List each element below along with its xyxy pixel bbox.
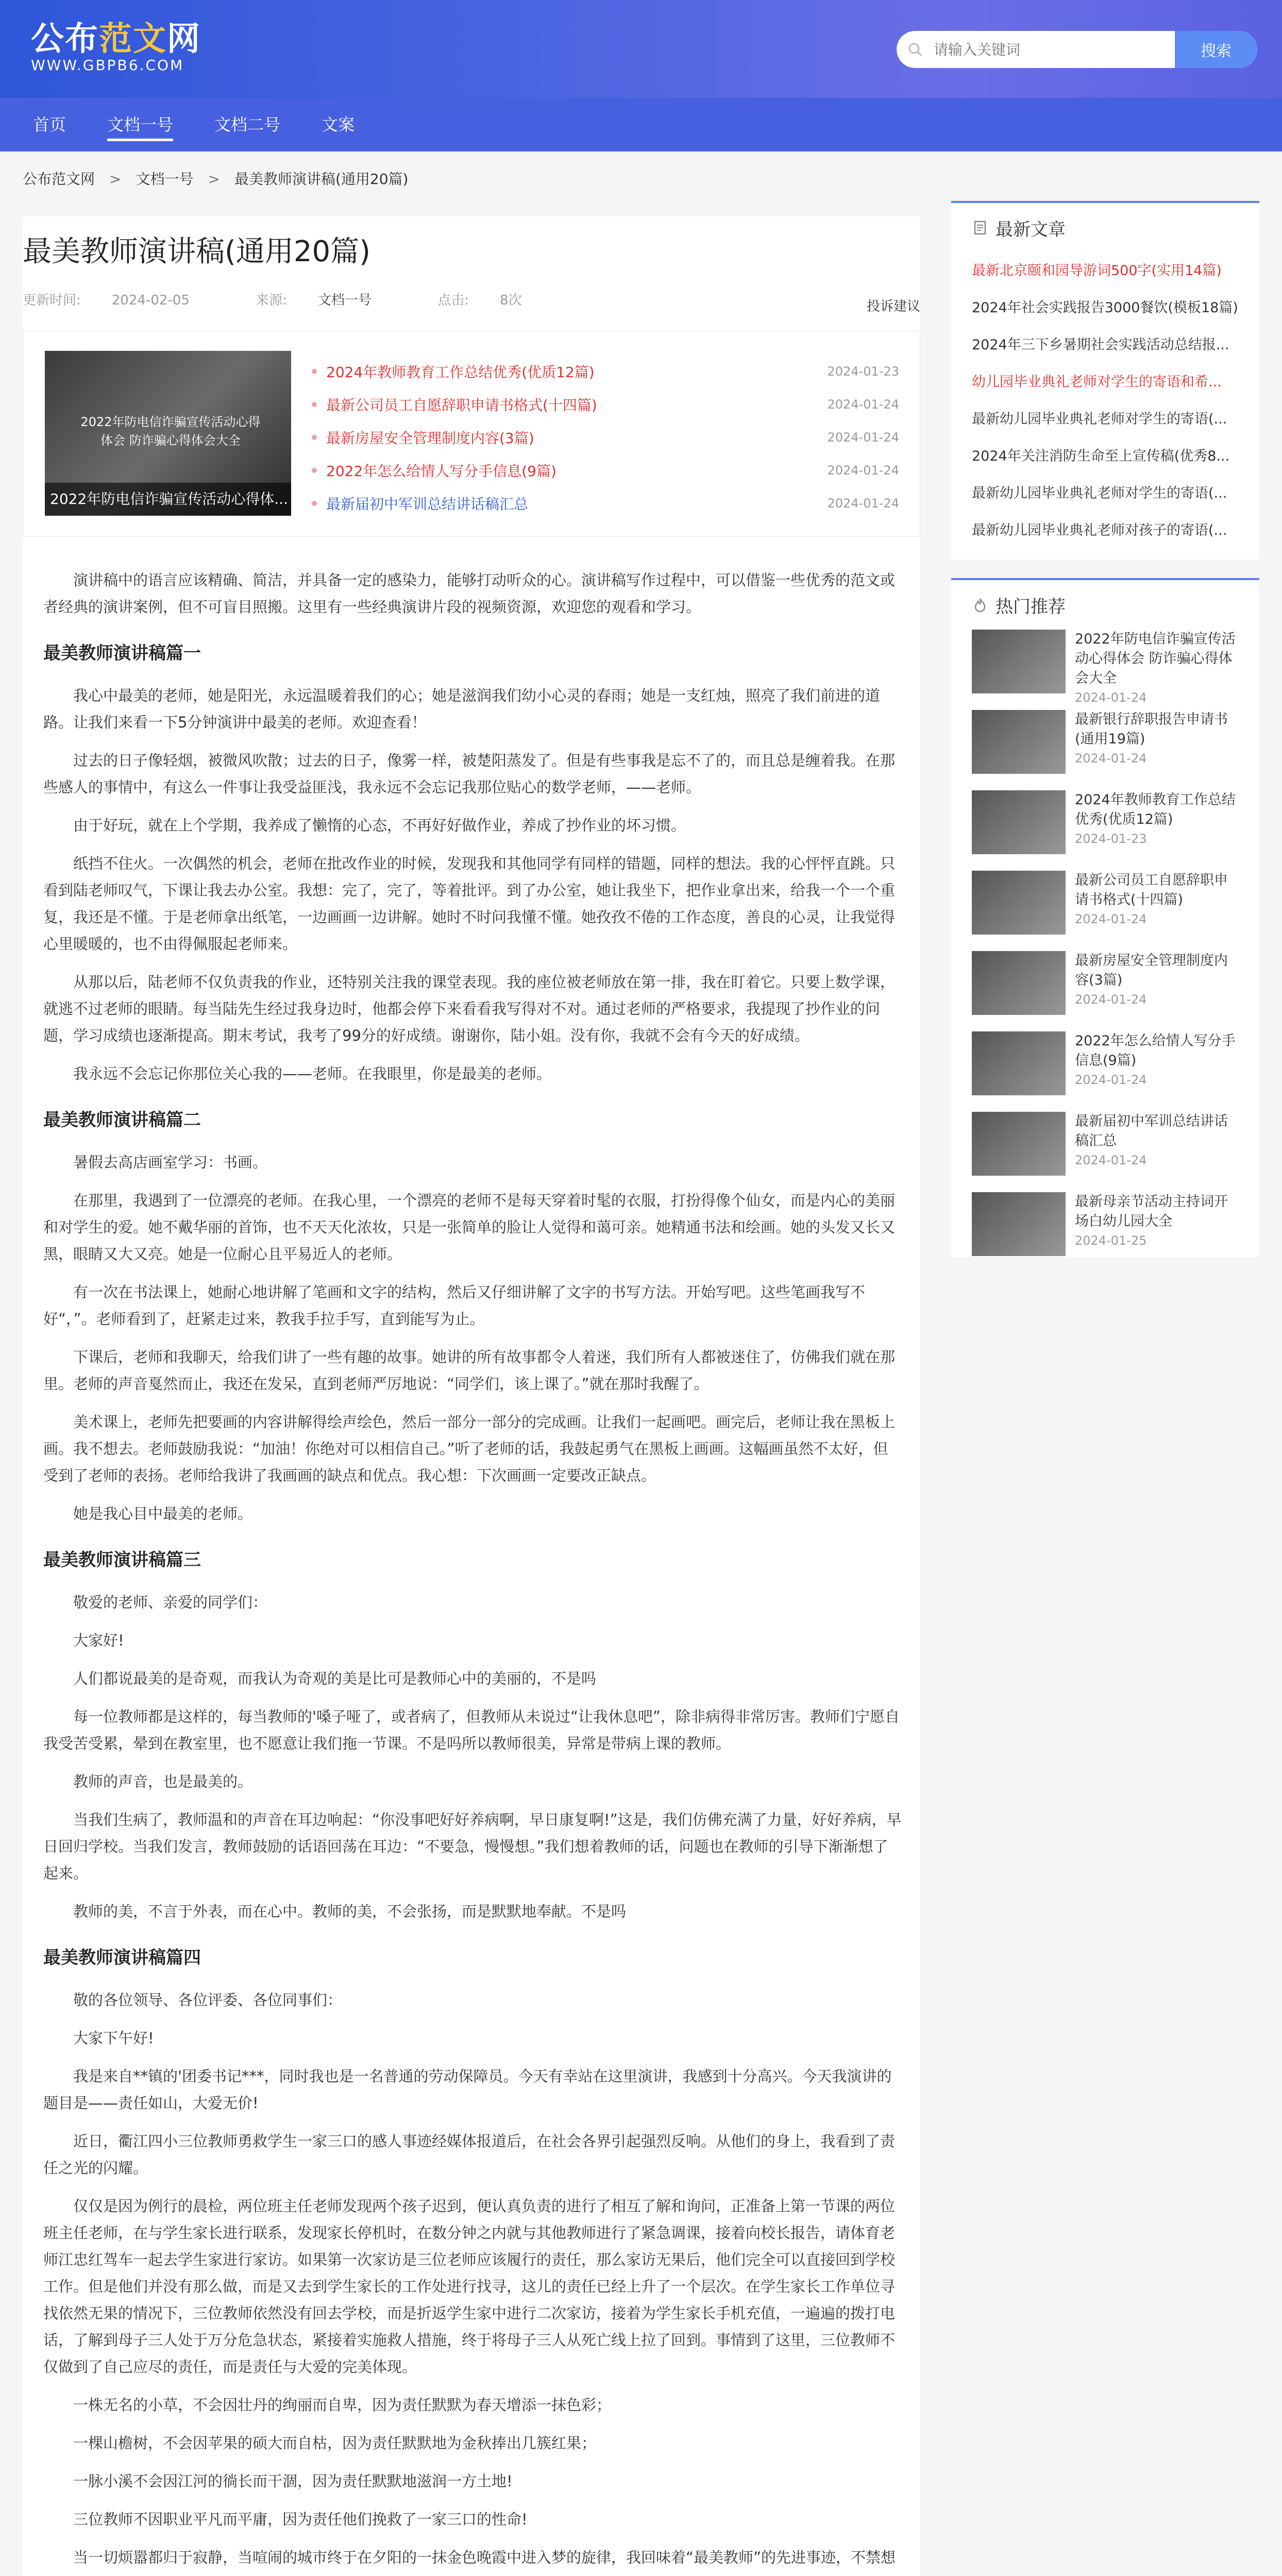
main-nav xyxy=(0,98,1282,151)
paragraph: 美术课上，老师先把要画的内容讲解得绘声绘色，然后一部分一部分的完成画。让我们一起画吧。画完后，老师让我在黑板上画。我不想去。老师鼓励我说：“加油！你绝对可以相信自己。”听了老师的话，我鼓起勇气在黑板上画画。这幅画虽然不太好，但受到了老师的表扬。老师给我讲了我画画的缺点和优点。我心想：下次画画一定要改正缺点。 xyxy=(43,1413,896,1484)
related-item-title[interactable]: 最新房屋安全管理制度内容(3篇) xyxy=(326,430,534,447)
hot-item-date: 2024-01-24 xyxy=(1075,912,1147,926)
paragraph: 当一切烦嚣都归于寂静，当喧闹的城市终于在夕阳的一抹金色晚霞中进入梦的旋律，我回味着“最美教师”的先进事迹，不禁想 xyxy=(73,2549,896,2566)
hot-thumbnail[interactable] xyxy=(972,951,1066,1015)
hot-item-title[interactable]: 2022年防电信诈骗宣传活动心得体会 防诈骗心得体会大全 xyxy=(1075,631,1236,686)
paragraph: 一脉小溪不会因江河的徜长而干涸，因为责任默默地滋润一方土地! xyxy=(73,2472,513,2490)
hot-thumbnail[interactable] xyxy=(972,871,1066,935)
breadcrumb-separator: > xyxy=(208,171,220,188)
related-item-date: 2024-01-24 xyxy=(827,397,899,412)
latest-article-link[interactable]: 最新北京颐和园导游词500字(实用14篇) xyxy=(972,263,1222,279)
hot-thumbnail[interactable] xyxy=(972,630,1066,693)
paragraph: 一棵山檐树，不会因苹果的硕大而自枯，因为责任默默地为金秋捧出几簇红果； xyxy=(73,2434,597,2452)
paragraph: 有一次在书法课上，她耐心地讲解了笔画和文字的结构，然后又仔细讲解了文字的书写方法。开始写吧。这些笔画我写不好“，”。老师看到了，赶紧走过来，教我手拉手写，直到能写为止。 xyxy=(43,1283,866,1328)
latest-article-link[interactable]: 2024年关注消防生命至上宣传稿(优秀8... xyxy=(972,448,1230,464)
related-item[interactable] xyxy=(312,421,899,454)
page-title: 最美教师演讲稿(通用20篇) xyxy=(23,235,370,268)
paragraph: 当我们生病了，教师温和的声音在耳边响起：“你没事吧好好养病啊，早日康复啊!”这是，我们仿佛充满了力量，好好养病，早日回归学校。当我们发言，教师鼓励的话语回荡在耳边：“不要急，慢慢想。”我们想着教师的话，问题也在教师的引导下渐渐想了起来。 xyxy=(43,1811,902,1882)
hot-item-date: 2024-01-24 xyxy=(1075,1073,1147,1087)
article-body xyxy=(43,567,903,2576)
bullet-icon xyxy=(312,402,317,407)
latest-articles-header xyxy=(951,203,1259,252)
nav-doc-one[interactable]: 文档一号 xyxy=(87,98,194,151)
nav-doc-two[interactable]: 文档二号 xyxy=(214,115,281,134)
hot-thumbnail[interactable] xyxy=(972,790,1066,854)
search-input[interactable] xyxy=(934,31,1175,68)
paragraph: 人们都说最美的是奇观，而我认为奇观的美是比可是教师心中的美丽的，不是吗 xyxy=(73,1670,597,1687)
paragraph: 她是我心目中最美的老师。 xyxy=(73,1505,253,1522)
related-item-date: 2024-01-23 xyxy=(827,364,899,379)
hot-recommend-card xyxy=(951,578,1259,1257)
hot-item-title[interactable]: 最新公司员工自愿辞职申请书格式(十四篇) xyxy=(1075,872,1228,908)
latest-articles-card xyxy=(951,201,1259,560)
latest-articles-list xyxy=(951,252,1259,560)
paragraph: 从那以后，陆老师不仅负责我的作业，还特别关注我的课堂表现。我的座位被老师放在第一排，我在盯着它。只要上数学课，就逃不过老师的眼睛。每当陆先生经过我身边时，他都会停下来看看我写得对不对。通过老师的严格要求，我提现了抄作业的问题，学习成绩也逐渐提高。期末考试，我考了99分的好成绩。谢谢你，陆小姐。没有你，我就不会有今天的好成绩。 xyxy=(43,973,896,1044)
latest-article-link[interactable]: 最新幼儿园毕业典礼老师对学生的寄语(... xyxy=(972,411,1227,427)
bullet-icon xyxy=(312,435,317,440)
related-image[interactable] xyxy=(45,351,291,516)
related-item-date: 2024-01-24 xyxy=(827,496,899,511)
update-label: 更新时间: xyxy=(23,293,81,308)
hot-thumbnail[interactable] xyxy=(972,1192,1066,1256)
related-item[interactable] xyxy=(312,355,899,388)
logo-text-3: 网 xyxy=(167,20,201,58)
paragraph: 一株无名的小草，不会因壮丹的绚丽而自卑，因为责任默默为春天增添一抹色彩； xyxy=(73,2396,612,2414)
paragraph: 每一位教师都是这样的，每当教师的'嗓子哑了，或者病了，但教师从未说过“让我休息吧”，除非病得非常厉害。教师们宁愿自我受苦受累，晕到在教室里，也不愿意让我们拖一节课。不是吗所以教师很美，异常是带病上课的教师。 xyxy=(43,1708,900,1752)
paragraph: 由于好玩，就在上个学期，我养成了懒惰的心态，不再好好做作业，养成了抄作业的坏习惯。 xyxy=(73,817,686,834)
bullet-icon xyxy=(312,468,317,473)
paragraph: 在那里，我遇到了一位漂亮的老师。在我心里，一个漂亮的老师不是每天穿着时髦的衣服，打扮得像个仙女，而是内心的美丽和对学生的爱。她不戴华丽的首饰，也不天天化浓妆，只是一张简单的脸让人觉得和蔼可亲。她精通书法和绘画。她的头发又长又黑，眼睛又大又亮。她是一位耐心且平易近人的老师。 xyxy=(43,1192,896,1263)
site-logo[interactable] xyxy=(31,20,201,74)
hot-item-date: 2024-01-25 xyxy=(1075,1233,1147,1248)
source-label: 来源: xyxy=(256,293,287,308)
source-link[interactable]: 文档一号 xyxy=(317,293,372,308)
hot-thumbnail[interactable] xyxy=(972,1112,1066,1176)
bullet-icon xyxy=(312,501,317,506)
breadcrumb-category[interactable]: 文档一号 xyxy=(136,171,194,188)
hot-item-date: 2024-01-24 xyxy=(1075,751,1147,766)
paragraph: 纸挡不住火。一次偶然的机会，老师在批改作业的时候，发现我和其他同学有同样的错题，同样的想法。我的心怦怦直跳。只看到陆老师叹气，下课让我去办公室。我想：完了，完了，等着批评。到了办公室，她让我坐下，把作业拿出来，给我一个一个重复，我还是不懂。于是老师拿出纸笔，一边画画一边讲解。她时不时问我懂不懂。她孜孜不倦的工作态度，善良的心灵，让我觉得心里暖暖的，也不由得佩服起老师来。 xyxy=(43,855,896,953)
hot-item-date: 2024-01-24 xyxy=(1075,1153,1147,1167)
latest-articles-title: 最新文章 xyxy=(996,219,1066,240)
search-box xyxy=(897,31,1257,68)
logo-text-1: 公布 xyxy=(31,20,99,58)
related-image-overlay: 2022年防电信诈骗宣传活动心得体会 防诈骗心得体会大全 xyxy=(80,415,261,448)
related-image-caption[interactable]: 2022年防电信诈骗宣传活动心得体... xyxy=(45,483,291,516)
section-heading: 最美教师演讲稿篇二 xyxy=(43,1110,201,1130)
related-item-date: 2024-01-24 xyxy=(827,430,899,445)
paragraph: 过去的日子像轻烟，被微风吹散；过去的日子，像雾一样，被楚阳蒸发了。但是有些事我是忘不了的，而且总是缠着我。在那些感人的事情中，有这么一件事让我受益匪浅，我永远不会忘记我那位贴心的数学老师，——老师。 xyxy=(43,752,896,796)
paragraph: 教师的美，不言于外表，而在心中。教师的美，不会张扬，而是默默地奉献。不是吗 xyxy=(73,1903,627,1920)
update-date: 2024-02-05 xyxy=(111,293,190,308)
hot-item[interactable] xyxy=(951,790,1259,855)
related-item[interactable] xyxy=(312,388,899,421)
paragraph: 大家好! xyxy=(73,1632,124,1649)
hot-item-title[interactable]: 最新届初中军训总结讲话稿汇总 xyxy=(1075,1113,1228,1149)
related-list xyxy=(312,355,899,520)
hot-item[interactable] xyxy=(951,1112,1259,1177)
hot-item-title[interactable]: 最新银行辞职报告申请书(通用19篇) xyxy=(1075,711,1228,747)
nav-home[interactable]: 首页 xyxy=(33,115,66,134)
paragraph: 我是来自**镇的'团委书记***，同时我也是一名普通的劳动保障员。今天有幸站在这里演讲，我感到十分高兴。今天我演讲的题目是——责任如山，大爱无价! xyxy=(43,2067,892,2112)
related-item-title[interactable]: 2024年教师教育工作总结优秀(优质12篇) xyxy=(326,364,595,381)
document-icon xyxy=(972,219,988,236)
section-heading: 最美教师演讲稿篇一 xyxy=(43,643,201,664)
hot-item[interactable] xyxy=(951,951,1259,1016)
breadcrumb xyxy=(23,168,416,189)
bullet-icon xyxy=(312,369,317,374)
related-item-title[interactable]: 最新公司员工自愿辞职申请书格式(十四篇) xyxy=(326,397,597,414)
paragraph: 三位教师不因职业平凡而平庸，因为责任他们挽救了一家三口的性命! xyxy=(73,2511,528,2528)
hot-thumbnail[interactable] xyxy=(972,710,1066,774)
paragraph: 我永远不会忘记你那位关心我的——老师。在我眼里，你是最美的老师。 xyxy=(73,1065,552,1082)
breadcrumb-home[interactable]: 公布范文网 xyxy=(23,171,95,188)
hot-item-title[interactable]: 2022年怎么给情人写分手信息(9篇) xyxy=(1075,1033,1236,1069)
paragraph: 下课后，老师和我聊天，给我们讲了一些有趣的故事。她讲的所有故事都令人着迷，我们所有人都被迷住了，仿佛我们就在那里。老师的声音戛然而止，我还在发呆，直到老师严厉地说：“同学们，该上课了。”就在那时我醒了。 xyxy=(43,1348,896,1393)
hot-item-date: 2024-01-24 xyxy=(1075,992,1147,1007)
hot-item[interactable] xyxy=(951,630,1259,705)
paragraph: 近日，衢江四小三位教师勇救学生一家三口的感人事迹经媒体报道后，在社会各界引起强烈反响。从他们的身上，我看到了责任之光的闪耀。 xyxy=(43,2132,896,2177)
hot-item-date: 2024-01-24 xyxy=(1075,690,1147,705)
sidebar xyxy=(951,201,1259,1276)
nav-copywriting[interactable]: 文案 xyxy=(322,115,355,134)
paragraph: 我心中最美的老师，她是阳光，永远温暖着我们的心；她是滋润我们幼小心灵的春雨；她是一支红烛，照亮了我们前进的道路。让我们来看一下5分钟演讲中最美的老师。欢迎查看！ xyxy=(43,687,881,731)
related-item-title[interactable]: 最新届初中军训总结讲话稿汇总 xyxy=(326,496,529,513)
related-item-date: 2024-01-24 xyxy=(827,463,899,478)
hot-item[interactable] xyxy=(951,871,1259,936)
report-link[interactable]: 投诉建议 xyxy=(866,299,920,314)
related-item-title[interactable]: 2022年怎么给情人写分手信息(9篇) xyxy=(326,463,556,480)
hot-item-title[interactable]: 最新母亲节活动主持词开场白幼儿园大全 xyxy=(1075,1194,1228,1229)
paragraph: 敬的各位领导、各位评委、各位同事们： xyxy=(73,1991,343,2009)
hot-item[interactable] xyxy=(951,710,1259,775)
breadcrumb-separator: > xyxy=(109,171,122,188)
article-meta xyxy=(23,290,920,314)
search-button[interactable]: 搜索 xyxy=(1175,31,1257,68)
clicks-label: 点击: xyxy=(437,293,469,308)
clicks-count: 8次 xyxy=(499,293,522,308)
paragraph: 大家下午好! xyxy=(73,2029,154,2047)
breadcrumb-current: 最美教师演讲稿(通用20篇) xyxy=(234,171,409,188)
section-heading: 最美教师演讲稿篇三 xyxy=(43,1550,201,1570)
hot-item[interactable] xyxy=(951,1031,1259,1096)
search-icon xyxy=(897,31,934,68)
hot-recommend-header xyxy=(951,580,1259,630)
hot-thumbnail[interactable] xyxy=(972,1031,1066,1095)
hot-recommend-title: 热门推荐 xyxy=(996,596,1066,617)
latest-article-link[interactable]: 幼儿园毕业典礼老师对学生的寄语和希... xyxy=(972,374,1222,390)
paragraph: 教师的声音，也是最美的。 xyxy=(73,1773,253,1790)
latest-article-link[interactable]: 2024年社会实践报告3000餐饮(模板18篇) xyxy=(972,300,1238,316)
article-container xyxy=(23,216,920,2576)
related-item[interactable] xyxy=(312,487,899,520)
hot-item-title[interactable]: 2024年教师教育工作总结优秀(优质12篇) xyxy=(1075,792,1236,827)
hot-item-title[interactable]: 最新房屋安全管理制度内容(3篇) xyxy=(1075,953,1228,988)
paragraph: 暑假去高店画室学习：书画。 xyxy=(73,1154,268,1171)
paragraph: 演讲稿中的语言应该精确、简洁，并具备一定的感染力，能够打动听众的心。演讲稿写作过程中，可以借鉴一些优秀的范文或者经典的演讲案例，但不可盲目照搬。这里有一些经典演讲片段的视频资源，欢迎您的观看和学习。 xyxy=(43,571,896,616)
fire-icon xyxy=(972,597,988,613)
paragraph: 仅仅是因为例行的晨检，两位班主任老师发现两个孩子迟到，便认真负责的进行了相互了解和询问，正准备上第一节课的两位班主任老师，在与学生家长进行联系，发现家长停机时，在数分钟之内就与其他教师进行了紧急调课，接着向校长报告，请体育老师江忠红驾车一起去学生家进行家访。如果第一次家访是三位老师应该履行的责任，那么家访无果后，他们完全可以直接回到学校工作。但是他们并没有那么做，而是又去到学生家长的工作处进行找寻，这儿的责任已经上升了一个层次。在学生家长工作单位寻找依然无果的情况下，三位教师依然没有回去学校，而是折返学生家中进行二次家访，接着为学生家长手机充值，一遍遍的拨打电话，了解到母子三人处于万分危急状态，紧接着实施救人措施，终于将母子三人从死亡线上拉了回到。事情到了这里，三位教师不仅做到了自己应尽的责任，而是责任与大爱的完美体现。 xyxy=(43,2197,896,2376)
related-item[interactable] xyxy=(312,454,899,487)
logo-url: WWW.GBPB6.COM xyxy=(31,57,184,74)
related-box xyxy=(23,331,920,537)
latest-article-link[interactable]: 最新幼儿园毕业典礼老师对孩子的寄语(... xyxy=(972,522,1227,538)
section-heading: 最美教师演讲稿篇四 xyxy=(43,1947,201,1968)
latest-article-link[interactable]: 2024年三下乡暑期社会实践活动总结报... xyxy=(972,337,1229,353)
hot-item-date: 2024-01-23 xyxy=(1075,832,1147,846)
site-header xyxy=(0,0,1282,98)
logo-text-2: 范文 xyxy=(99,20,167,58)
hot-item[interactable] xyxy=(951,1192,1259,1257)
latest-article-link[interactable]: 最新幼儿园毕业典礼老师对学生的寄语(... xyxy=(972,485,1227,501)
paragraph: 敬爱的老师、亲爱的同学们： xyxy=(73,1594,268,1611)
